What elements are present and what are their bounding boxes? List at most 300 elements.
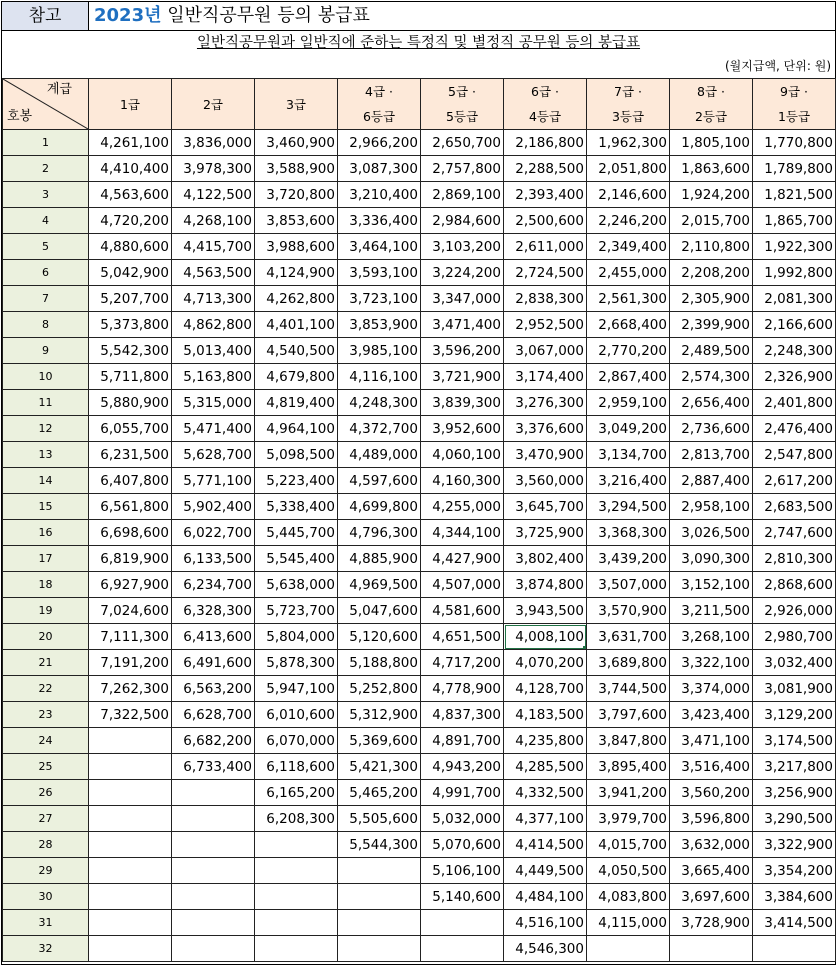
salary-cell[interactable]: 1,789,800 xyxy=(753,156,836,182)
salary-cell[interactable]: 4,796,300 xyxy=(338,520,421,546)
salary-cell[interactable] xyxy=(670,936,753,962)
salary-cell[interactable]: 3,570,900 xyxy=(587,598,670,624)
salary-cell[interactable]: 4,344,100 xyxy=(421,520,504,546)
salary-cell[interactable]: 5,421,300 xyxy=(338,754,421,780)
salary-cell[interactable]: 5,369,600 xyxy=(338,728,421,754)
salary-cell[interactable] xyxy=(89,728,172,754)
salary-cell[interactable]: 6,022,700 xyxy=(172,520,255,546)
salary-cell[interactable]: 3,322,100 xyxy=(670,650,753,676)
salary-cell[interactable]: 3,723,100 xyxy=(338,286,421,312)
salary-cell[interactable]: 2,455,000 xyxy=(587,260,670,286)
step-cell[interactable]: 27 xyxy=(3,806,89,832)
salary-cell[interactable] xyxy=(587,936,670,962)
salary-cell[interactable]: 6,055,700 xyxy=(89,416,172,442)
salary-cell[interactable]: 3,439,200 xyxy=(587,546,670,572)
salary-cell[interactable]: 2,770,200 xyxy=(587,338,670,364)
salary-cell[interactable]: 3,645,700 xyxy=(504,494,587,520)
salary-cell[interactable]: 5,878,300 xyxy=(255,650,338,676)
salary-cell[interactable]: 6,165,200 xyxy=(255,780,338,806)
salary-cell[interactable]: 3,593,100 xyxy=(338,260,421,286)
salary-cell[interactable]: 3,697,600 xyxy=(670,884,753,910)
salary-cell[interactable]: 3,374,000 xyxy=(670,676,753,702)
salary-cell[interactable]: 3,836,000 xyxy=(172,130,255,156)
salary-cell[interactable]: 5,207,700 xyxy=(89,286,172,312)
salary-cell[interactable]: 2,399,900 xyxy=(670,312,753,338)
salary-cell[interactable]: 3,081,900 xyxy=(753,676,836,702)
step-cell[interactable]: 12 xyxy=(3,416,89,442)
salary-cell[interactable]: 5,880,900 xyxy=(89,390,172,416)
salary-cell[interactable]: 6,231,500 xyxy=(89,442,172,468)
salary-cell[interactable]: 4,083,800 xyxy=(587,884,670,910)
salary-cell[interactable]: 2,015,700 xyxy=(670,208,753,234)
salary-cell[interactable] xyxy=(89,884,172,910)
salary-cell[interactable]: 3,032,400 xyxy=(753,650,836,676)
salary-cell[interactable]: 2,813,700 xyxy=(670,442,753,468)
salary-cell[interactable]: 5,723,700 xyxy=(255,598,338,624)
salary-cell[interactable]: 6,133,500 xyxy=(172,546,255,572)
step-cell[interactable]: 23 xyxy=(3,702,89,728)
step-cell[interactable]: 15 xyxy=(3,494,89,520)
step-cell[interactable]: 17 xyxy=(3,546,89,572)
salary-cell[interactable]: 2,757,800 xyxy=(421,156,504,182)
salary-cell[interactable]: 2,248,300 xyxy=(753,338,836,364)
salary-cell[interactable]: 3,596,200 xyxy=(421,338,504,364)
salary-cell[interactable]: 4,713,300 xyxy=(172,286,255,312)
salary-cell[interactable]: 3,129,200 xyxy=(753,702,836,728)
salary-cell[interactable]: 3,874,800 xyxy=(504,572,587,598)
salary-cell[interactable]: 4,160,300 xyxy=(421,468,504,494)
salary-cell[interactable]: 5,013,400 xyxy=(172,338,255,364)
salary-cell[interactable]: 6,070,000 xyxy=(255,728,338,754)
salary-cell[interactable]: 5,315,000 xyxy=(172,390,255,416)
salary-cell[interactable]: 3,725,900 xyxy=(504,520,587,546)
salary-cell[interactable] xyxy=(421,910,504,936)
salary-cell[interactable] xyxy=(89,754,172,780)
salary-cell[interactable]: 6,413,600 xyxy=(172,624,255,650)
salary-cell[interactable]: 4,285,500 xyxy=(504,754,587,780)
salary-cell[interactable]: 2,868,600 xyxy=(753,572,836,598)
salary-cell[interactable]: 6,010,600 xyxy=(255,702,338,728)
salary-cell[interactable]: 3,507,000 xyxy=(587,572,670,598)
salary-cell[interactable]: 5,544,300 xyxy=(338,832,421,858)
salary-cell[interactable]: 4,015,700 xyxy=(587,832,670,858)
salary-cell[interactable]: 5,106,100 xyxy=(421,858,504,884)
salary-cell[interactable]: 5,902,400 xyxy=(172,494,255,520)
salary-cell[interactable]: 3,596,800 xyxy=(670,806,753,832)
salary-cell[interactable]: 3,802,400 xyxy=(504,546,587,572)
salary-cell[interactable] xyxy=(753,936,836,962)
salary-cell[interactable]: 2,246,200 xyxy=(587,208,670,234)
salary-cell[interactable] xyxy=(338,936,421,962)
salary-cell[interactable]: 4,415,700 xyxy=(172,234,255,260)
salary-cell[interactable]: 5,804,000 xyxy=(255,624,338,650)
step-cell[interactable]: 11 xyxy=(3,390,89,416)
salary-cell[interactable]: 6,563,200 xyxy=(172,676,255,702)
salary-cell[interactable]: 2,561,300 xyxy=(587,286,670,312)
salary-cell[interactable]: 3,067,000 xyxy=(504,338,587,364)
salary-cell[interactable]: 3,354,200 xyxy=(753,858,836,884)
salary-cell[interactable] xyxy=(89,910,172,936)
salary-cell[interactable]: 3,322,900 xyxy=(753,832,836,858)
salary-cell[interactable]: 2,867,400 xyxy=(587,364,670,390)
salary-cell[interactable]: 3,174,400 xyxy=(504,364,587,390)
salary-cell[interactable]: 3,210,400 xyxy=(338,182,421,208)
step-cell[interactable]: 9 xyxy=(3,338,89,364)
salary-cell[interactable]: 6,819,900 xyxy=(89,546,172,572)
salary-cell[interactable]: 2,349,400 xyxy=(587,234,670,260)
salary-cell[interactable]: 2,305,900 xyxy=(670,286,753,312)
grade-header-cell[interactable] xyxy=(504,79,587,130)
salary-cell[interactable]: 3,839,300 xyxy=(421,390,504,416)
salary-cell[interactable]: 4,261,100 xyxy=(89,130,172,156)
salary-cell[interactable]: 2,952,500 xyxy=(504,312,587,338)
salary-cell[interactable]: 4,943,200 xyxy=(421,754,504,780)
salary-cell[interactable]: 3,174,500 xyxy=(753,728,836,754)
salary-cell[interactable]: 2,393,400 xyxy=(504,182,587,208)
salary-cell[interactable]: 6,698,600 xyxy=(89,520,172,546)
salary-cell[interactable]: 5,140,600 xyxy=(421,884,504,910)
corner-header-cell[interactable] xyxy=(3,79,89,130)
salary-cell[interactable]: 4,255,000 xyxy=(421,494,504,520)
salary-cell[interactable]: 4,540,500 xyxy=(255,338,338,364)
table-subtitle[interactable] xyxy=(2,31,835,55)
salary-cell[interactable]: 3,276,300 xyxy=(504,390,587,416)
salary-cell[interactable]: 5,505,600 xyxy=(338,806,421,832)
salary-cell[interactable]: 3,268,100 xyxy=(670,624,753,650)
salary-cell[interactable]: 7,024,600 xyxy=(89,598,172,624)
salary-cell[interactable]: 5,445,700 xyxy=(255,520,338,546)
salary-cell[interactable]: 2,208,200 xyxy=(670,260,753,286)
salary-cell[interactable]: 5,373,800 xyxy=(89,312,172,338)
salary-cell[interactable]: 3,985,100 xyxy=(338,338,421,364)
salary-cell[interactable]: 4,427,900 xyxy=(421,546,504,572)
salary-cell[interactable]: 4,891,700 xyxy=(421,728,504,754)
salary-cell[interactable]: 6,561,800 xyxy=(89,494,172,520)
salary-cell[interactable]: 1,805,100 xyxy=(670,130,753,156)
salary-cell[interactable]: 2,166,600 xyxy=(753,312,836,338)
salary-cell[interactable]: 1,962,300 xyxy=(587,130,670,156)
salary-cell[interactable]: 5,223,400 xyxy=(255,468,338,494)
salary-cell[interactable]: 3,087,300 xyxy=(338,156,421,182)
salary-cell[interactable]: 1,922,300 xyxy=(753,234,836,260)
salary-cell[interactable]: 1,863,600 xyxy=(670,156,753,182)
salary-cell[interactable]: 4,969,500 xyxy=(338,572,421,598)
salary-cell[interactable]: 4,183,500 xyxy=(504,702,587,728)
salary-cell[interactable]: 4,964,100 xyxy=(255,416,338,442)
salary-cell[interactable]: 5,471,400 xyxy=(172,416,255,442)
step-cell[interactable]: 28 xyxy=(3,832,89,858)
step-cell[interactable]: 8 xyxy=(3,312,89,338)
salary-cell[interactable] xyxy=(89,806,172,832)
salary-cell[interactable]: 2,110,800 xyxy=(670,234,753,260)
salary-cell[interactable]: 3,336,400 xyxy=(338,208,421,234)
grade-header-cell[interactable] xyxy=(89,79,172,130)
step-cell[interactable]: 2 xyxy=(3,156,89,182)
salary-cell[interactable]: 2,186,800 xyxy=(504,130,587,156)
salary-cell[interactable]: 4,414,500 xyxy=(504,832,587,858)
step-cell[interactable]: 31 xyxy=(3,910,89,936)
salary-cell[interactable]: 2,547,800 xyxy=(753,442,836,468)
salary-cell[interactable]: 6,118,600 xyxy=(255,754,338,780)
salary-cell[interactable]: 3,560,000 xyxy=(504,468,587,494)
salary-cell[interactable]: 3,943,500 xyxy=(504,598,587,624)
salary-cell[interactable]: 3,516,400 xyxy=(670,754,753,780)
salary-cell[interactable]: 2,959,100 xyxy=(587,390,670,416)
salary-cell[interactable]: 4,377,100 xyxy=(504,806,587,832)
salary-cell[interactable]: 5,070,600 xyxy=(421,832,504,858)
salary-cell[interactable]: 4,720,200 xyxy=(89,208,172,234)
salary-cell[interactable]: 3,134,700 xyxy=(587,442,670,468)
salary-cell[interactable] xyxy=(255,910,338,936)
salary-cell[interactable]: 3,721,900 xyxy=(421,364,504,390)
salary-cell[interactable]: 2,051,800 xyxy=(587,156,670,182)
salary-cell[interactable]: 4,449,500 xyxy=(504,858,587,884)
unit-note[interactable]: (월지급액, 단위: 원) xyxy=(725,59,831,73)
salary-cell[interactable]: 2,736,600 xyxy=(670,416,753,442)
step-cell[interactable]: 6 xyxy=(3,260,89,286)
salary-cell[interactable]: 3,464,100 xyxy=(338,234,421,260)
salary-cell[interactable]: 5,042,900 xyxy=(89,260,172,286)
salary-cell[interactable]: 3,665,400 xyxy=(670,858,753,884)
salary-cell[interactable]: 4,581,600 xyxy=(421,598,504,624)
salary-cell[interactable]: 3,720,800 xyxy=(255,182,338,208)
salary-cell[interactable]: 3,026,500 xyxy=(670,520,753,546)
salary-cell[interactable]: 4,862,800 xyxy=(172,312,255,338)
salary-cell[interactable]: 3,853,900 xyxy=(338,312,421,338)
salary-cell[interactable]: 2,984,600 xyxy=(421,208,504,234)
salary-cell[interactable]: 1,821,500 xyxy=(753,182,836,208)
salary-cell[interactable]: 3,941,200 xyxy=(587,780,670,806)
salary-cell[interactable]: 2,747,600 xyxy=(753,520,836,546)
salary-cell[interactable]: 2,489,500 xyxy=(670,338,753,364)
salary-cell[interactable]: 5,628,700 xyxy=(172,442,255,468)
salary-cell[interactable] xyxy=(338,858,421,884)
step-cell[interactable]: 18 xyxy=(3,572,89,598)
step-cell[interactable]: 4 xyxy=(3,208,89,234)
salary-cell[interactable] xyxy=(338,884,421,910)
salary-cell[interactable]: 2,724,500 xyxy=(504,260,587,286)
page-title[interactable] xyxy=(94,2,370,30)
salary-cell[interactable]: 6,407,800 xyxy=(89,468,172,494)
salary-cell[interactable]: 5,545,400 xyxy=(255,546,338,572)
salary-cell[interactable] xyxy=(172,910,255,936)
step-cell[interactable]: 13 xyxy=(3,442,89,468)
salary-cell[interactable]: 2,146,600 xyxy=(587,182,670,208)
step-cell[interactable]: 19 xyxy=(3,598,89,624)
salary-cell[interactable]: 2,650,700 xyxy=(421,130,504,156)
salary-cell[interactable]: 4,507,000 xyxy=(421,572,504,598)
salary-cell[interactable] xyxy=(172,884,255,910)
salary-cell[interactable]: 2,574,300 xyxy=(670,364,753,390)
step-cell[interactable]: 14 xyxy=(3,468,89,494)
salary-cell[interactable]: 4,516,100 xyxy=(504,910,587,936)
salary-cell[interactable]: 3,853,600 xyxy=(255,208,338,234)
salary-cell[interactable]: 4,124,900 xyxy=(255,260,338,286)
step-cell[interactable]: 10 xyxy=(3,364,89,390)
step-cell[interactable]: 16 xyxy=(3,520,89,546)
step-cell[interactable]: 26 xyxy=(3,780,89,806)
step-cell[interactable]: 1 xyxy=(3,130,89,156)
grade-header-cell[interactable] xyxy=(172,79,255,130)
step-cell[interactable]: 22 xyxy=(3,676,89,702)
step-cell[interactable]: 25 xyxy=(3,754,89,780)
salary-cell[interactable]: 3,631,700 xyxy=(587,624,670,650)
salary-cell[interactable]: 4,115,000 xyxy=(587,910,670,936)
salary-cell[interactable] xyxy=(255,858,338,884)
step-cell[interactable]: 7 xyxy=(3,286,89,312)
salary-cell[interactable]: 3,224,200 xyxy=(421,260,504,286)
salary-cell[interactable]: 4,699,800 xyxy=(338,494,421,520)
salary-cell[interactable]: 5,098,500 xyxy=(255,442,338,468)
salary-cell[interactable]: 3,952,600 xyxy=(421,416,504,442)
salary-cell[interactable]: 1,865,700 xyxy=(753,208,836,234)
salary-cell[interactable]: 2,869,100 xyxy=(421,182,504,208)
salary-cell[interactable]: 2,958,100 xyxy=(670,494,753,520)
salary-cell[interactable]: 3,294,500 xyxy=(587,494,670,520)
salary-cell[interactable]: 3,471,400 xyxy=(421,312,504,338)
salary-cell[interactable]: 4,060,100 xyxy=(421,442,504,468)
salary-cell[interactable]: 7,262,300 xyxy=(89,676,172,702)
salary-cell[interactable]: 4,410,400 xyxy=(89,156,172,182)
grade-header-cell[interactable] xyxy=(587,79,670,130)
salary-cell[interactable]: 4,885,900 xyxy=(338,546,421,572)
salary-cell[interactable]: 6,628,700 xyxy=(172,702,255,728)
step-cell[interactable]: 24 xyxy=(3,728,89,754)
salary-cell[interactable]: 3,290,500 xyxy=(753,806,836,832)
salary-cell[interactable]: 3,211,500 xyxy=(670,598,753,624)
salary-cell[interactable]: 3,090,300 xyxy=(670,546,753,572)
salary-cell[interactable]: 2,288,500 xyxy=(504,156,587,182)
grade-header-cell[interactable] xyxy=(255,79,338,130)
salary-cell[interactable]: 4,122,500 xyxy=(172,182,255,208)
salary-cell[interactable]: 4,484,100 xyxy=(504,884,587,910)
salary-cell[interactable]: 6,733,400 xyxy=(172,754,255,780)
salary-cell[interactable]: 2,656,400 xyxy=(670,390,753,416)
salary-cell[interactable]: 6,682,200 xyxy=(172,728,255,754)
salary-cell[interactable]: 2,980,700 xyxy=(753,624,836,650)
salary-cell[interactable]: 4,116,100 xyxy=(338,364,421,390)
salary-cell[interactable]: 3,978,300 xyxy=(172,156,255,182)
salary-cell[interactable]: 5,771,100 xyxy=(172,468,255,494)
salary-cell[interactable]: 3,423,400 xyxy=(670,702,753,728)
salary-cell[interactable]: 3,384,600 xyxy=(753,884,836,910)
salary-cell[interactable]: 4,332,500 xyxy=(504,780,587,806)
salary-cell[interactable] xyxy=(89,936,172,962)
salary-cell[interactable]: 5,465,200 xyxy=(338,780,421,806)
salary-cell[interactable]: 7,111,300 xyxy=(89,624,172,650)
salary-cell[interactable]: 2,668,400 xyxy=(587,312,670,338)
salary-cell[interactable]: 3,368,300 xyxy=(587,520,670,546)
salary-cell[interactable]: 4,248,300 xyxy=(338,390,421,416)
salary-cell[interactable] xyxy=(89,858,172,884)
salary-cell[interactable] xyxy=(255,936,338,962)
salary-cell[interactable]: 3,049,200 xyxy=(587,416,670,442)
step-cell[interactable]: 3 xyxy=(3,182,89,208)
salary-cell[interactable]: 6,208,300 xyxy=(255,806,338,832)
salary-cell[interactable] xyxy=(89,832,172,858)
salary-cell[interactable]: 2,611,000 xyxy=(504,234,587,260)
salary-cell[interactable]: 4,128,700 xyxy=(504,676,587,702)
salary-cell[interactable]: 4,880,600 xyxy=(89,234,172,260)
salary-cell[interactable]: 4,563,600 xyxy=(89,182,172,208)
salary-cell[interactable]: 1,770,800 xyxy=(753,130,836,156)
salary-cell[interactable] xyxy=(421,936,504,962)
salary-cell[interactable]: 2,887,400 xyxy=(670,468,753,494)
salary-cell[interactable] xyxy=(172,806,255,832)
salary-cell[interactable]: 5,032,000 xyxy=(421,806,504,832)
salary-cell[interactable]: 5,338,400 xyxy=(255,494,338,520)
salary-cell[interactable]: 3,632,000 xyxy=(670,832,753,858)
salary-cell[interactable] xyxy=(172,780,255,806)
salary-cell[interactable]: 4,597,600 xyxy=(338,468,421,494)
salary-cell[interactable]: 4,837,300 xyxy=(421,702,504,728)
salary-cell[interactable]: 4,401,100 xyxy=(255,312,338,338)
salary-cell[interactable] xyxy=(172,832,255,858)
salary-cell[interactable]: 4,679,800 xyxy=(255,364,338,390)
salary-cell[interactable]: 3,588,900 xyxy=(255,156,338,182)
salary-cell[interactable]: 5,120,600 xyxy=(338,624,421,650)
salary-cell[interactable]: 1,992,800 xyxy=(753,260,836,286)
salary-cell[interactable]: 5,047,600 xyxy=(338,598,421,624)
salary-cell[interactable]: 4,372,700 xyxy=(338,416,421,442)
salary-cell[interactable]: 5,947,100 xyxy=(255,676,338,702)
salary-cell[interactable]: 2,838,300 xyxy=(504,286,587,312)
salary-cell[interactable]: 3,560,200 xyxy=(670,780,753,806)
salary-cell[interactable]: 2,500,600 xyxy=(504,208,587,234)
salary-cell[interactable]: 5,312,900 xyxy=(338,702,421,728)
salary-cell[interactable]: 3,979,700 xyxy=(587,806,670,832)
salary-cell[interactable]: 3,217,800 xyxy=(753,754,836,780)
grade-header-cell[interactable] xyxy=(670,79,753,130)
salary-cell[interactable]: 5,163,800 xyxy=(172,364,255,390)
salary-cell[interactable]: 3,988,600 xyxy=(255,234,338,260)
salary-cell[interactable]: 4,262,800 xyxy=(255,286,338,312)
salary-cell[interactable]: 4,717,200 xyxy=(421,650,504,676)
reference-label[interactable]: 참고 xyxy=(2,2,89,30)
salary-cell[interactable]: 3,744,500 xyxy=(587,676,670,702)
salary-cell[interactable]: 4,563,500 xyxy=(172,260,255,286)
salary-cell[interactable]: 3,847,800 xyxy=(587,728,670,754)
step-cell[interactable]: 20 xyxy=(3,624,89,650)
step-cell[interactable]: 29 xyxy=(3,858,89,884)
salary-cell[interactable]: 5,252,800 xyxy=(338,676,421,702)
step-cell[interactable]: 32 xyxy=(3,936,89,962)
salary-cell[interactable]: 4,268,100 xyxy=(172,208,255,234)
salary-cell[interactable]: 2,401,800 xyxy=(753,390,836,416)
salary-cell[interactable] xyxy=(338,910,421,936)
salary-cell[interactable]: 2,966,200 xyxy=(338,130,421,156)
salary-cell[interactable]: 7,322,500 xyxy=(89,702,172,728)
salary-cell[interactable]: 4,050,500 xyxy=(587,858,670,884)
salary-cell[interactable]: 4,991,700 xyxy=(421,780,504,806)
salary-cell[interactable] xyxy=(255,884,338,910)
salary-cell[interactable] xyxy=(255,832,338,858)
salary-cell[interactable]: 3,216,400 xyxy=(587,468,670,494)
salary-cell[interactable] xyxy=(172,858,255,884)
salary-cell[interactable]: 3,414,500 xyxy=(753,910,836,936)
salary-cell[interactable]: 2,476,400 xyxy=(753,416,836,442)
salary-cell[interactable]: 3,460,900 xyxy=(255,130,338,156)
step-cell[interactable]: 30 xyxy=(3,884,89,910)
step-cell[interactable]: 5 xyxy=(3,234,89,260)
salary-cell[interactable]: 5,542,300 xyxy=(89,338,172,364)
salary-cell[interactable]: 6,328,300 xyxy=(172,598,255,624)
salary-cell[interactable]: 3,103,200 xyxy=(421,234,504,260)
salary-cell[interactable]: 3,376,600 xyxy=(504,416,587,442)
grade-header-cell[interactable] xyxy=(421,79,504,130)
salary-cell[interactable]: 3,797,600 xyxy=(587,702,670,728)
salary-cell[interactable]: 3,347,000 xyxy=(421,286,504,312)
